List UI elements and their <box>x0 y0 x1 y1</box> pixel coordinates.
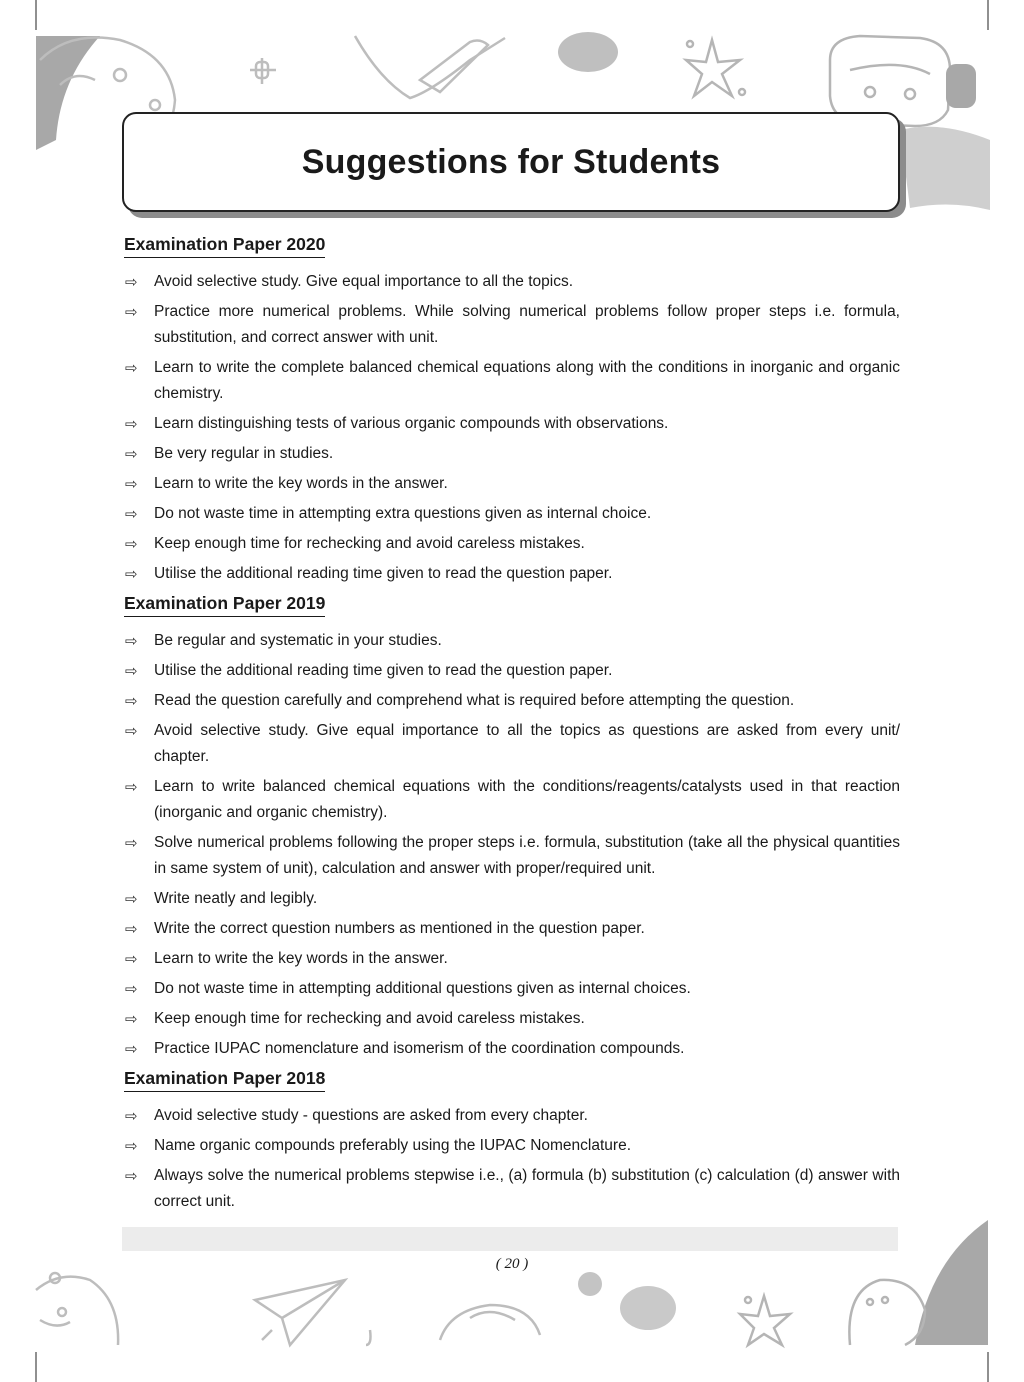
list-item-text: Be regular and systematic in your studies. <box>154 632 442 649</box>
arrow-outline-right-icon: ⇨ <box>125 980 138 998</box>
list-item-text: Utilise the additional reading time given to read the question paper. <box>154 565 613 582</box>
arrow-outline-right-icon: ⇨ <box>125 1107 138 1125</box>
bottom-gray-dot <box>578 1272 602 1296</box>
arrow-outline-right-icon: ⇨ <box>125 303 138 321</box>
list-item-text: Do not waste time in attempting extra questions given as internal choice. <box>154 505 652 522</box>
section-2018 <box>124 1066 900 1215</box>
page-number: ( 20 ) <box>495 1256 529 1272</box>
list-item <box>124 688 900 714</box>
list-item-text: Solve numerical problems following the proper steps i.e. formula, substitution (take all the physical quantities in same system of unit), calculation and answer with proper/required unit. <box>154 834 900 877</box>
list-item-text: Practice IUPAC nomenclature and isomerism of the coordination compounds. <box>154 1040 685 1057</box>
list-item <box>124 471 900 497</box>
list-item <box>124 916 900 942</box>
arrow-outline-right-icon: ⇨ <box>125 445 138 463</box>
bottom-gray-blob <box>620 1286 676 1330</box>
bottom-center-doodle <box>366 1305 540 1345</box>
arrow-outline-right-icon: ⇨ <box>125 950 138 968</box>
list-item-text: Write the correct question numbers as mentioned in the question paper. <box>154 920 645 937</box>
top-right-gray-arc <box>900 127 990 210</box>
list-item-text: Learn distinguishing tests of various organic compounds with observations. <box>154 415 669 432</box>
suggestion-list <box>124 628 900 1062</box>
top-right-gray-shape <box>946 64 976 108</box>
section-heading: Examination Paper 2019 <box>124 591 325 617</box>
arrow-outline-right-icon: ⇨ <box>125 920 138 938</box>
bottom-right-face-doodle <box>849 1280 925 1345</box>
arrow-outline-right-icon: ⇨ <box>125 1040 138 1058</box>
list-item <box>124 976 900 1002</box>
arrow-outline-right-icon: ⇨ <box>125 1167 138 1185</box>
list-item-text: Learn to write the key words in the answer. <box>154 475 448 492</box>
list-item-text: Avoid selective study. Give equal importance to all the topics. <box>154 273 574 290</box>
arrow-outline-right-icon: ⇨ <box>125 475 138 493</box>
list-item <box>124 886 900 912</box>
pencil-doodle <box>355 36 505 98</box>
list-item <box>124 411 900 437</box>
list-item-text: Learn to write the key words in the answer. <box>154 950 448 967</box>
list-item <box>124 830 900 882</box>
list-item <box>124 355 900 407</box>
list-item <box>124 1036 900 1062</box>
list-item <box>124 299 900 351</box>
arrow-outline-right-icon: ⇨ <box>125 505 138 523</box>
list-item-text: Learn to write the complete balanced chemical equations along with the conditions in inorganic and organic chemistry. <box>154 359 900 402</box>
section-2019 <box>124 591 900 1062</box>
list-item-text: Write neatly and legibly. <box>154 890 318 907</box>
list-item <box>124 718 900 770</box>
arrow-outline-right-icon: ⇨ <box>125 273 138 291</box>
list-item-text: Do not waste time in attempting additional questions given as internal choices. <box>154 980 691 997</box>
list-item-text: Utilise the additional reading time given to read the question paper. <box>154 662 613 679</box>
top-left-gray-shape <box>36 36 100 150</box>
arrow-outline-right-icon: ⇨ <box>125 1137 138 1155</box>
list-item <box>124 1133 900 1159</box>
list-item <box>124 501 900 527</box>
arrow-outline-right-icon: ⇨ <box>125 535 138 553</box>
list-item <box>124 561 900 587</box>
bottom-left-doodle <box>36 1273 118 1345</box>
list-item-text: Always solve the numerical problems stepwise i.e., (a) formula (b) substitution (c) calculation (d) answer with correct unit. <box>154 1167 900 1210</box>
list-item-text: Practice more numerical problems. While solving numerical problems follow proper steps i.e. formula, substitution, and correct answer with unit. <box>154 303 900 346</box>
list-item <box>124 1103 900 1129</box>
list-item-text: Name organic compounds preferably using the IUPAC Nomenclature. <box>154 1137 632 1154</box>
section-heading: Examination Paper 2020 <box>124 232 325 258</box>
arrow-outline-right-icon: ⇨ <box>125 662 138 680</box>
list-item <box>124 658 900 684</box>
suggestion-list <box>124 1103 900 1215</box>
list-item-text: Avoid selective study - questions are asked from every chapter. <box>154 1107 588 1124</box>
footer-band <box>122 1227 898 1251</box>
top-gray-blob <box>558 32 618 72</box>
arrow-outline-right-icon: ⇨ <box>125 415 138 433</box>
content <box>124 232 900 1219</box>
list-item <box>124 946 900 972</box>
list-item-text: Avoid selective study. Give equal importance to all the topics as questions are asked from every unit/ chapter. <box>154 722 900 765</box>
bottom-star-doodle <box>740 1296 790 1345</box>
paper-plane-doodle <box>255 1280 345 1345</box>
list-item-text: Keep enough time for rechecking and avoid careless mistakes. <box>154 535 585 552</box>
plus-doodle <box>250 58 276 84</box>
arrow-outline-right-icon: ⇨ <box>125 890 138 908</box>
list-item-text: Keep enough time for rechecking and avoid careless mistakes. <box>154 1010 585 1027</box>
list-item-text: Be very regular in studies. <box>154 445 334 462</box>
list-item <box>124 1006 900 1032</box>
list-item-text: Learn to write balanced chemical equations with the conditions/reagents/catalysts used in that reaction (inorganic and organic chemistry). <box>154 778 900 821</box>
list-item <box>124 531 900 557</box>
section-heading: Examination Paper 2018 <box>124 1066 325 1092</box>
star-doodle <box>686 40 745 96</box>
title-box <box>122 112 900 212</box>
arrow-outline-right-icon: ⇨ <box>125 565 138 583</box>
list-item <box>124 269 900 295</box>
list-item <box>124 774 900 826</box>
arrow-outline-right-icon: ⇨ <box>125 778 138 796</box>
arrow-outline-right-icon: ⇨ <box>125 722 138 740</box>
page-title: Suggestions for Students <box>301 142 721 181</box>
arrow-outline-right-icon: ⇨ <box>125 359 138 377</box>
section-2020 <box>124 232 900 587</box>
arrow-outline-right-icon: ⇨ <box>125 692 138 710</box>
bottom-right-gray-shape <box>915 1220 988 1345</box>
arrow-outline-right-icon: ⇨ <box>125 834 138 852</box>
arrow-outline-right-icon: ⇨ <box>125 632 138 650</box>
arrow-outline-right-icon: ⇨ <box>125 1010 138 1028</box>
list-item <box>124 1163 900 1215</box>
suggestion-list <box>124 269 900 587</box>
list-item-text: Read the question carefully and comprehend what is required before attempting the question. <box>154 692 795 709</box>
list-item <box>124 441 900 467</box>
list-item <box>124 628 900 654</box>
